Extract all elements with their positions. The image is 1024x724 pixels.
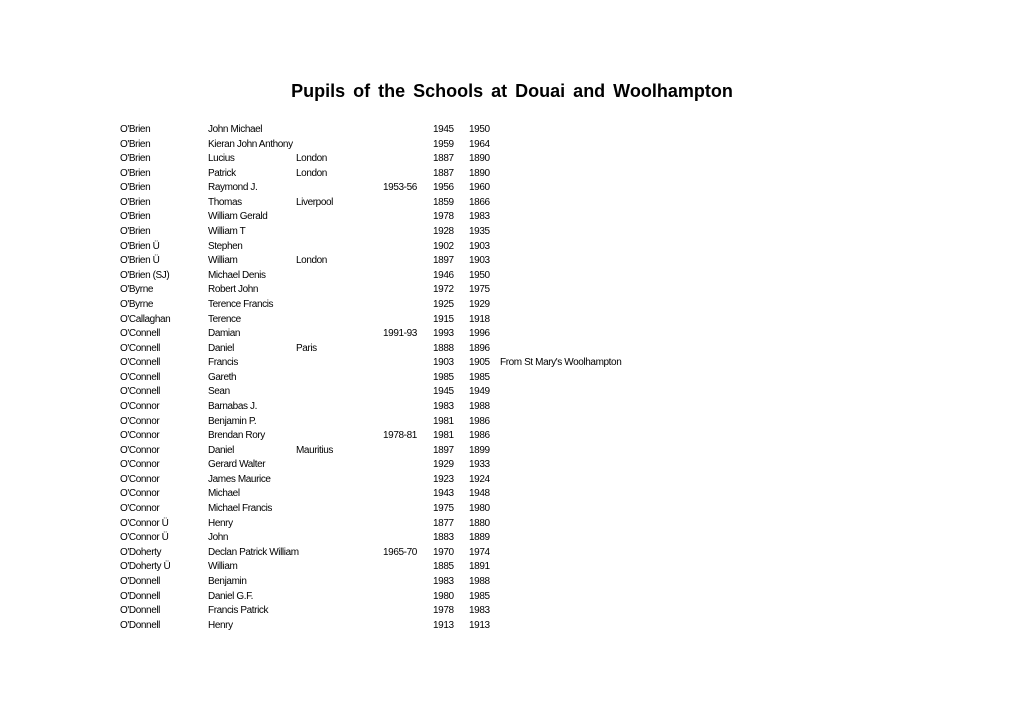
forenames-cell: James Maurice <box>208 473 271 485</box>
year-to-cell: 1889 <box>469 532 490 544</box>
forenames-cell: Gerard Walter <box>208 459 266 471</box>
forenames-cell: William <box>208 255 238 267</box>
forenames-cell: William <box>208 561 238 573</box>
year-to-cell: 1948 <box>469 488 490 500</box>
year-to-cell: 1949 <box>469 386 490 398</box>
forenames-cell: Henry <box>208 517 233 529</box>
surname-cell: O'Byrne <box>120 298 154 310</box>
year-from-cell: 1975 <box>433 503 454 515</box>
forenames-cell: Damian <box>208 328 241 340</box>
forenames-cell: Sean <box>208 386 230 398</box>
surname-cell: O'Brien Ü <box>120 240 160 252</box>
surname-cell: O'Brien <box>120 196 151 208</box>
year-to-cell: 1880 <box>469 517 490 529</box>
surname-cell: O'Brien <box>120 167 151 179</box>
year-to-cell: 1974 <box>469 546 490 558</box>
forenames-cell: Thomas <box>208 196 242 208</box>
surname-cell: O'Connor Ü <box>120 517 169 529</box>
surname-cell: O'Connor <box>120 444 160 456</box>
forenames-cell: Terence <box>208 313 241 325</box>
forenames-cell: Declan Patrick William <box>208 546 299 558</box>
note-cell: From St Mary's Woolhampton <box>500 357 622 369</box>
year-to-cell: 1950 <box>469 269 490 281</box>
year-from-cell: 1929 <box>433 459 454 471</box>
year-to-cell: 1866 <box>469 196 490 208</box>
forenames-cell: Francis <box>208 357 238 369</box>
year-to-cell: 1996 <box>469 328 490 340</box>
forenames-cell: Francis Patrick <box>208 605 269 617</box>
year-to-cell: 1903 <box>469 255 490 267</box>
surname-cell: O'Brien <box>120 226 151 238</box>
surname-cell: O'Connor <box>120 503 160 515</box>
year-from-cell: 1928 <box>433 226 454 238</box>
year-from-cell: 1993 <box>433 328 454 340</box>
surname-cell: O'Connor <box>120 488 160 500</box>
year-from-cell: 1897 <box>433 444 454 456</box>
year-from-cell: 1983 <box>433 575 454 587</box>
year-from-cell: 1943 <box>433 488 454 500</box>
year-from-cell: 1897 <box>433 255 454 267</box>
year-to-cell: 1960 <box>469 182 490 194</box>
surname-cell: O'Donnell <box>120 575 160 587</box>
forenames-cell: Michael Francis <box>208 503 273 515</box>
town-cell: Liverpool <box>296 196 333 208</box>
surname-cell: O'Doherty <box>120 546 162 558</box>
town-cell: Paris <box>296 342 317 354</box>
year-from-cell: 1956 <box>433 182 454 194</box>
year-from-cell: 1913 <box>433 619 454 631</box>
surname-cell: O'Connor <box>120 473 160 485</box>
forenames-cell: Robert John <box>208 284 259 296</box>
forenames-cell: Daniel <box>208 444 234 456</box>
year-from-cell: 1970 <box>433 546 454 558</box>
surname-cell: O'Connor Ü <box>120 532 169 544</box>
town-cell: London <box>296 255 327 267</box>
year-to-cell: 1986 <box>469 415 490 427</box>
year-to-cell: 1986 <box>469 430 490 442</box>
year-to-cell: 1890 <box>469 167 490 179</box>
page-title: Pupils of the Schools at Douai and Woolhampton <box>291 81 733 101</box>
prep-years-cell: 1978-81 <box>383 430 417 442</box>
surname-cell: O'Connor <box>120 400 160 412</box>
year-from-cell: 1980 <box>433 590 454 602</box>
year-from-cell: 1888 <box>433 342 454 354</box>
year-to-cell: 1899 <box>469 444 490 456</box>
forenames-cell: John Michael <box>208 124 263 135</box>
year-to-cell: 1988 <box>469 400 490 412</box>
year-from-cell: 1859 <box>433 196 454 208</box>
year-to-cell: 1983 <box>469 211 490 223</box>
forenames-cell: Michael Denis <box>208 269 266 281</box>
year-from-cell: 1983 <box>433 400 454 412</box>
forenames-cell: Daniel <box>208 342 234 354</box>
year-from-cell: 1925 <box>433 298 454 310</box>
year-from-cell: 1883 <box>433 532 454 544</box>
surname-cell: O'Brien <box>120 211 151 223</box>
year-to-cell: 1980 <box>469 503 490 515</box>
surname-cell: O'Connor <box>120 415 160 427</box>
year-to-cell: 1891 <box>469 561 490 573</box>
forenames-cell: Patrick <box>208 167 236 179</box>
year-to-cell: 1905 <box>469 357 490 369</box>
surname-cell: O'Donnell <box>120 605 160 617</box>
year-from-cell: 1978 <box>433 211 454 223</box>
year-to-cell: 1983 <box>469 605 490 617</box>
year-from-cell: 1903 <box>433 357 454 369</box>
year-from-cell: 1945 <box>433 124 454 135</box>
year-to-cell: 1933 <box>469 459 490 471</box>
surname-cell: O'Connor <box>120 430 160 442</box>
surname-cell: O'Brien <box>120 182 151 194</box>
year-from-cell: 1946 <box>433 269 454 281</box>
year-to-cell: 1964 <box>469 138 490 150</box>
surname-cell: O'Connell <box>120 328 160 340</box>
surname-cell: O'Donnell <box>120 590 160 602</box>
year-from-cell: 1923 <box>433 473 454 485</box>
town-cell: London <box>296 167 327 179</box>
forenames-cell: Terence Francis <box>208 298 274 310</box>
surname-cell: O'Connor <box>120 459 160 471</box>
forenames-cell: Stephen <box>208 240 243 252</box>
forenames-cell: William Gerald <box>208 211 268 223</box>
year-to-cell: 1950 <box>469 124 490 135</box>
forenames-cell: Kieran John Anthony <box>208 138 293 150</box>
year-from-cell: 1945 <box>433 386 454 398</box>
year-to-cell: 1929 <box>469 298 490 310</box>
town-cell: London <box>296 153 327 165</box>
year-from-cell: 1985 <box>433 371 454 383</box>
prep-years-cell: 1953-56 <box>383 182 417 194</box>
year-from-cell: 1887 <box>433 167 454 179</box>
town-cell: Mauritius <box>296 444 333 456</box>
year-to-cell: 1975 <box>469 284 490 296</box>
forenames-cell: Gareth <box>208 371 237 383</box>
year-to-cell: 1918 <box>469 313 490 325</box>
year-to-cell: 1890 <box>469 153 490 165</box>
year-from-cell: 1877 <box>433 517 454 529</box>
surname-cell: O'Donnell <box>120 619 160 631</box>
surname-cell: O'Brien <box>120 138 151 150</box>
year-from-cell: 1978 <box>433 605 454 617</box>
surname-cell: O'Brien <box>120 153 151 165</box>
surname-cell: O'Callaghan <box>120 313 171 325</box>
forenames-cell: Barnabas J. <box>208 400 257 412</box>
year-to-cell: 1924 <box>469 473 490 485</box>
forenames-cell: William T <box>208 226 246 238</box>
surname-cell: O'Brien <box>120 124 151 135</box>
surname-cell: O'Connell <box>120 386 160 398</box>
forenames-cell: Brendan Rory <box>208 430 265 442</box>
forenames-cell: Raymond J. <box>208 182 258 194</box>
forenames-cell: Michael <box>208 488 240 500</box>
year-from-cell: 1885 <box>433 561 454 573</box>
forenames-cell: John <box>208 532 229 544</box>
forenames-cell: Daniel G.F. <box>208 590 254 602</box>
surname-cell: O'Connell <box>120 342 160 354</box>
year-to-cell: 1985 <box>469 371 490 383</box>
year-from-cell: 1972 <box>433 284 454 296</box>
prep-years-cell: 1991-93 <box>383 328 417 340</box>
surname-cell: O'Doherty Ü <box>120 561 171 573</box>
forenames-cell: Benjamin P. <box>208 415 257 427</box>
surname-cell: O'Connell <box>120 357 160 369</box>
forenames-cell: Lucius <box>208 153 235 165</box>
year-from-cell: 1915 <box>433 313 454 325</box>
year-from-cell: 1959 <box>433 138 454 150</box>
surname-cell: O'Brien Ü <box>120 255 160 267</box>
surname-cell: O'Connell <box>120 371 160 383</box>
year-from-cell: 1902 <box>433 240 454 252</box>
year-to-cell: 1913 <box>469 619 490 631</box>
surname-cell: O'Byrne <box>120 284 154 296</box>
year-from-cell: 1981 <box>433 415 454 427</box>
year-to-cell: 1903 <box>469 240 490 252</box>
year-from-cell: 1887 <box>433 153 454 165</box>
prep-years-cell: 1965-70 <box>383 546 417 558</box>
year-to-cell: 1896 <box>469 342 490 354</box>
year-to-cell: 1988 <box>469 575 490 587</box>
forenames-cell: Benjamin <box>208 575 247 587</box>
year-to-cell: 1935 <box>469 226 490 238</box>
year-from-cell: 1981 <box>433 430 454 442</box>
surname-cell: O'Brien (SJ) <box>120 269 170 281</box>
forenames-cell: Henry <box>208 619 233 631</box>
year-to-cell: 1985 <box>469 590 490 602</box>
